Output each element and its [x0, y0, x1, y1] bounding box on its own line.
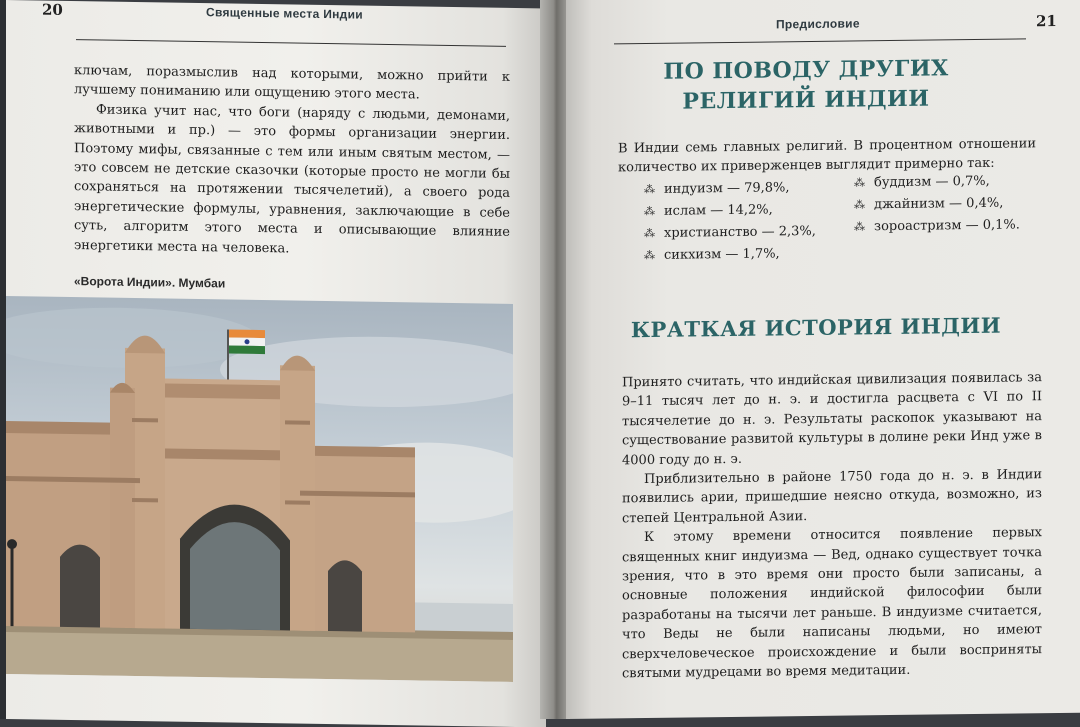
- left-paragraph-2: Физика учит нас, что боги (наряду с людьми, демонами, животными и пр.) — это формы организации энергии. Поэтому мифы, связанные с тем или иным святым местом, — это совсем не детские сказочки (которые просто не могли бы сохраняться на протяжении тысячелетий), а своего рода энергетические формулы, уравнения, заключающие в себе суть, алгоритм этого места и описывающие влияние энергетики места на человека.: [74, 102, 510, 257]
- religion-label: христианство — 2,3%,: [664, 223, 816, 241]
- religion-item: [644, 177, 816, 201]
- asterism-icon: ⁂: [854, 198, 865, 212]
- religion-item: [854, 214, 1020, 238]
- running-title-right: Предисловие: [776, 16, 860, 32]
- gateway-of-india-illustration: [6, 296, 513, 682]
- asterism-icon: ⁂: [644, 182, 655, 197]
- asterism-icon: ⁂: [644, 226, 655, 241]
- religion-item: [854, 192, 1020, 216]
- asterism-icon: ⁂: [854, 220, 865, 234]
- section-title-religions: [626, 53, 986, 117]
- gateway-of-india-photo: [6, 296, 513, 682]
- asterism-icon: ⁂: [644, 204, 655, 219]
- page-number-left: 20: [42, 0, 63, 19]
- running-title-left: Священные места Индии: [206, 5, 363, 22]
- religions-list-left: [644, 177, 816, 267]
- page-number-right: 21: [1036, 12, 1057, 31]
- left-body-text: [74, 61, 510, 262]
- section-title-history: КРАТКАЯ ИСТОРИЯ ИНДИИ: [630, 312, 1002, 343]
- religion-label: джайнизм — 0,4%,: [874, 195, 1004, 213]
- religions-list-right: [854, 170, 1020, 238]
- religion-label: буддизм — 0,7%,: [874, 173, 990, 191]
- left-paragraph-1: ключам, поразмыслив над которыми, можно прийти к лучшему пониманию или ощущению этого места.: [74, 63, 510, 103]
- religion-label: индуизм — 79,8%,: [664, 180, 790, 197]
- religion-item: [644, 199, 816, 223]
- religion-item: [644, 221, 816, 245]
- religion-label: сикхизм — 1,7%,: [664, 246, 780, 263]
- photo-caption: «Ворота Индии». Мумбаи: [74, 274, 226, 291]
- history-body-text: [622, 368, 1042, 684]
- section-title-religions-line2: РЕЛИГИЙ ИНДИИ: [682, 85, 930, 115]
- religion-label: ислам — 14,2%,: [664, 202, 773, 219]
- religion-item: [854, 170, 1020, 194]
- history-paragraph-3: К этому времени относится появление первых священных книг индуизма — Вед, однако существует точка зрения, что в это время они просто были записаны, а основные положения индийской философии были разработаны на тысячи лет раньше. В индуизме считается, что Веды не были написаны людьми, но имеют сверхчеловеческое происхождение и были восприняты святыми мудрецами во время медитации.: [622, 525, 1042, 682]
- religion-label: зороастризм — 0,1%.: [874, 217, 1020, 235]
- religion-item: [644, 243, 816, 267]
- right-page: [566, 0, 1080, 719]
- asterism-icon: ⁂: [644, 248, 655, 263]
- history-paragraph-1: Принято считать, что индийская цивилизация появилась за 9–11 тысяч лет до н. э. и достигла расцвета с VI по II тысячелетие до н. э. Результаты раскопок указывают на существование развитой культуры в долине реки Инд уже в 4000 году до н. э.: [622, 370, 1042, 468]
- header-rule-right: [614, 38, 1026, 44]
- religions-intro-text: В Индии семь главных религий. В процентном отношении количество их приверженцев выглядит примерно так:: [618, 136, 1036, 176]
- left-page: [6, 0, 546, 727]
- section-title-religions-line1: ПО ПОВОДУ ДРУГИХ: [663, 55, 949, 85]
- asterism-icon: ⁂: [854, 176, 865, 190]
- history-paragraph-2: Приблизительно в районе 1750 года до н. э. в Индии появились арии, пришедшие неясно откуда, возможно, из степей Центральной Азии.: [622, 467, 1042, 527]
- header-rule-left: [76, 39, 506, 47]
